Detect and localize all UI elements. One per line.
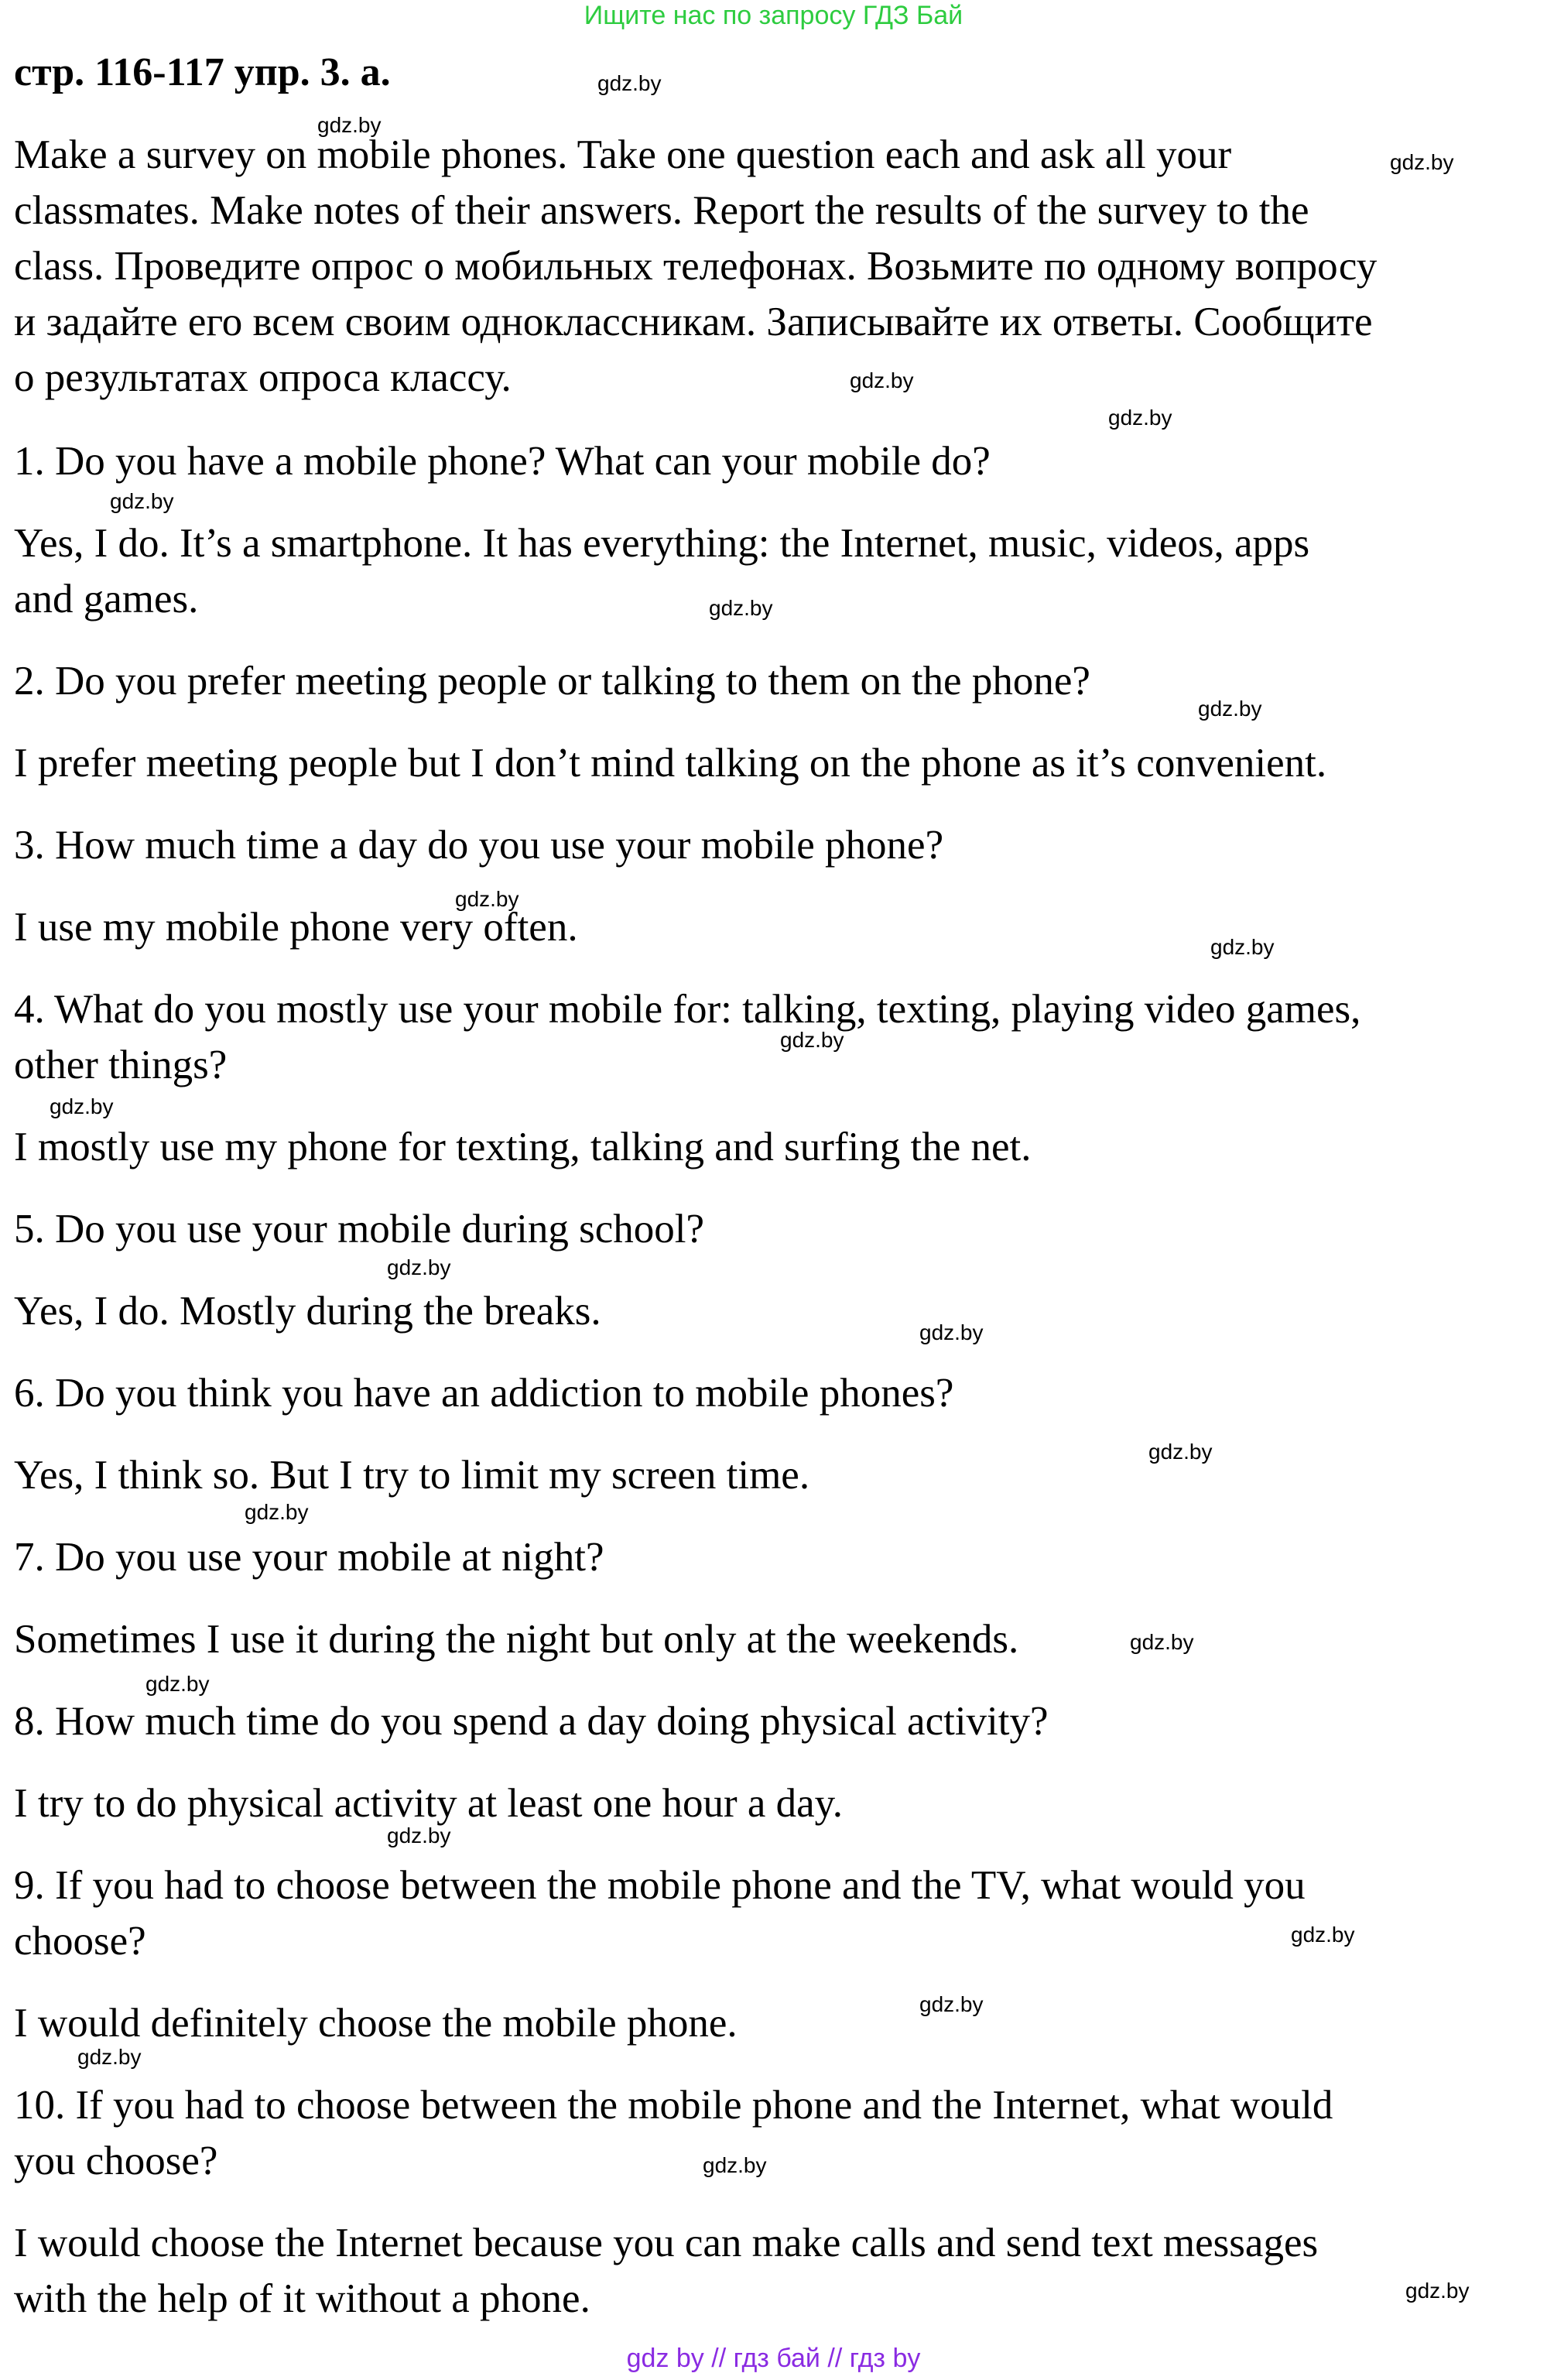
- watermark: gdz.by: [1291, 1923, 1355, 1947]
- page-heading: стр. 116-117 упр. 3. а.: [14, 50, 391, 94]
- watermark: gdz.by: [850, 368, 914, 392]
- answer-line: I mostly use my phone for texting, talking and surfing the net.: [14, 1125, 1032, 1169]
- watermark: gdz.by: [1390, 150, 1454, 174]
- watermark: gdz.by: [455, 887, 519, 911]
- watermark: gdz.by: [1148, 1440, 1213, 1464]
- question-line: 6. Do you think you have an addiction to mobile phones?: [14, 1371, 954, 1416]
- answer-line: Sometimes I use it during the night but only at the weekends.: [14, 1617, 1019, 1662]
- answer-line: I would choose the Internet because you can make calls and send text messages: [14, 2221, 1319, 2265]
- intro-line: о результатах опроса классу.: [14, 355, 512, 400]
- watermark: gdz.by: [919, 1992, 984, 2016]
- question-line: 3. How much time a day do you use your mobile phone?: [14, 823, 944, 868]
- watermark: gdz.by: [50, 1094, 114, 1118]
- question-line: 7. Do you use your mobile at night?: [14, 1535, 604, 1580]
- intro-line: class. Проведите опрос о мобильных телефонах. Возьмите по одному вопросу: [14, 244, 1378, 289]
- watermark: gdz.by: [597, 71, 662, 95]
- question-line: 5. Do you use your mobile during school?: [14, 1207, 705, 1252]
- watermark: gdz.by: [145, 1672, 210, 1696]
- answer-line: I prefer meeting people but I don’t mind talking on the phone as it’s convenient.: [14, 741, 1327, 786]
- question-line: 9. If you had to choose between the mobile phone and the TV, what would you: [14, 1863, 1306, 1908]
- top-banner: Ищите нас по запросу ГДЗ Бай: [584, 1, 963, 30]
- question-line: other things?: [14, 1043, 228, 1087]
- answer-line: with the help of it without a phone.: [14, 2276, 590, 2321]
- watermark: gdz.by: [703, 2153, 767, 2177]
- answer-line: and games.: [14, 577, 199, 622]
- question-line: 4. What do you mostly use your mobile for: talking, texting, playing video games,: [14, 987, 1361, 1032]
- intro-line: Make a survey on mobile phones. Take one question each and ask all your: [14, 132, 1232, 177]
- intro-line: и задайте его всем своим одноклассникам. Записывайте их ответы. Сообщите: [14, 300, 1373, 344]
- answer-line: Yes, I do. Mostly during the breaks.: [14, 1289, 601, 1334]
- question-line: you choose?: [14, 2139, 218, 2183]
- answer-line: I would definitely choose the mobile phone.: [14, 2001, 738, 2046]
- answer-line: Yes, I think so. But I try to limit my screen time.: [14, 1453, 810, 1498]
- answer-line: I use my mobile phone very often.: [14, 905, 578, 950]
- watermark: gdz.by: [110, 489, 174, 513]
- watermark: gdz.by: [245, 1500, 309, 1524]
- intro-line: classmates. Make notes of their answers. Report the results of the survey to the: [14, 188, 1309, 233]
- watermark: gdz.by: [919, 1320, 984, 1344]
- watermark: gdz.by: [1210, 935, 1275, 959]
- watermark: gdz.by: [1108, 406, 1172, 430]
- answer-line: Yes, I do. It’s a smartphone. It has everything: the Internet, music, videos, apps: [14, 521, 1310, 566]
- question-line: 1. Do you have a mobile phone? What can your mobile do?: [14, 439, 991, 484]
- watermark: gdz.by: [1405, 2279, 1470, 2303]
- watermark: gdz.by: [317, 113, 382, 137]
- watermark: gdz.by: [709, 596, 773, 620]
- watermark: gdz.by: [780, 1028, 844, 1052]
- watermark: gdz.by: [1130, 1630, 1194, 1654]
- question-line: choose?: [14, 1919, 146, 1964]
- answer-line: I try to do physical activity at least one hour a day.: [14, 1781, 843, 1826]
- footer-links: gdz by // гдз бай // гдз by: [626, 2344, 921, 2373]
- watermark: gdz.by: [1198, 697, 1262, 721]
- watermark: gdz.by: [77, 2045, 142, 2069]
- question-line: 8. How much time do you spend a day doing physical activity?: [14, 1699, 1049, 1744]
- question-line: 10. If you had to choose between the mobile phone and the Internet, what would: [14, 2083, 1333, 2128]
- question-line: 2. Do you prefer meeting people or talking to them on the phone?: [14, 659, 1090, 704]
- watermark: gdz.by: [387, 1255, 451, 1279]
- watermark: gdz.by: [387, 1824, 451, 1847]
